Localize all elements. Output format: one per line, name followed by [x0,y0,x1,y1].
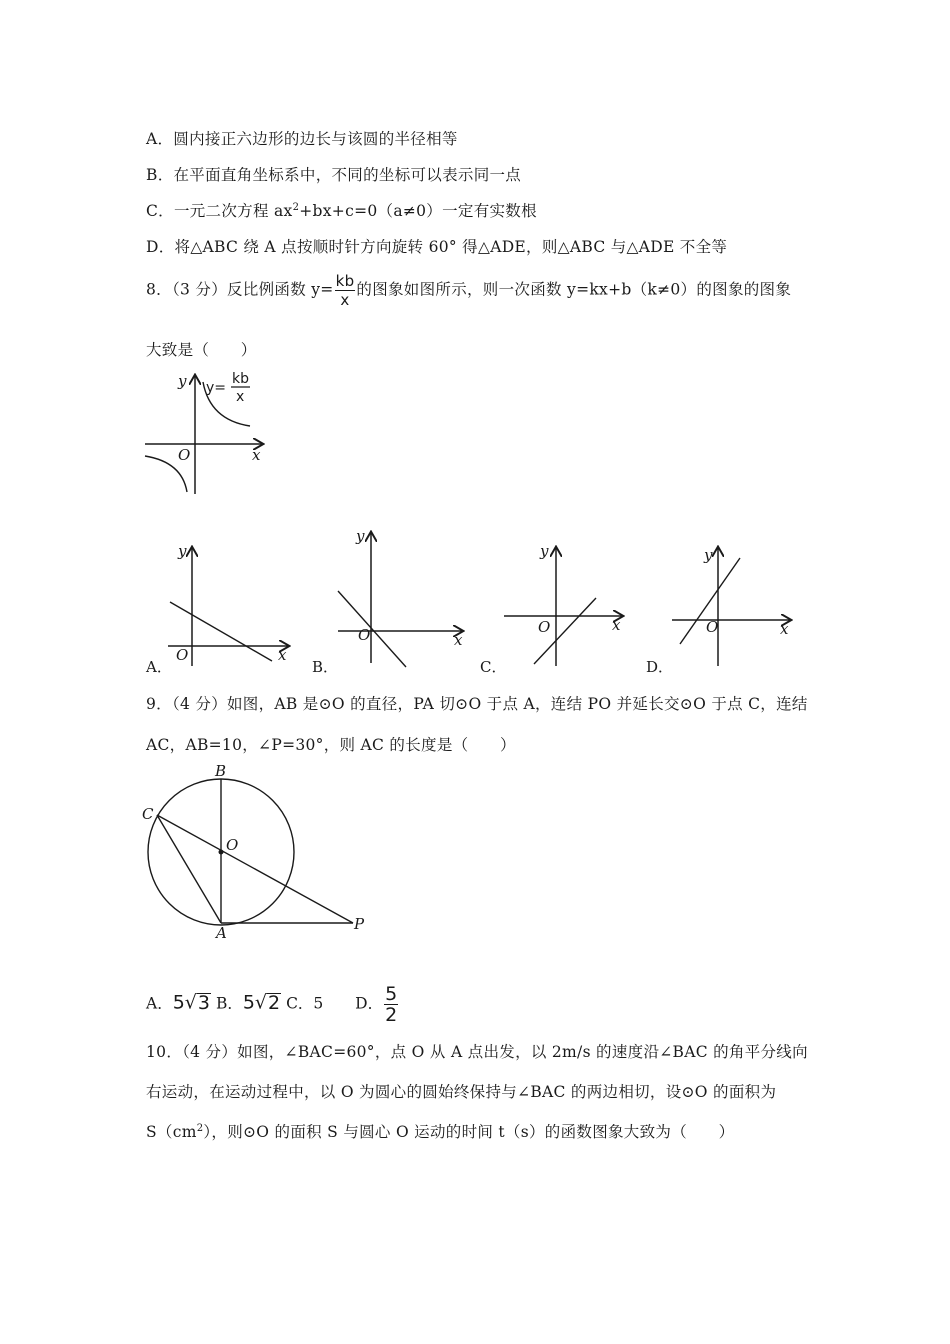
q9-ans-b-coef: 5 [242,991,255,1014]
axis-y-label: y [540,542,549,560]
hyperbola-eq-label: y= [206,380,227,396]
q9-ans-a-label: A． [146,994,173,1013]
point-p-label: P [354,915,365,933]
q9-ans-a-radicand: 3 [197,991,210,1014]
q10-line3-pre: S（cm [146,1123,197,1141]
q8-option-d-label: D． [646,658,674,676]
q10-line3-post: ），则⊙O 的面积 S 与圆心 O 运动的时间 t（s）的函数图象大致为（ ） [203,1123,735,1141]
origin-label: O [178,446,191,464]
axis-x-label: x [278,646,287,664]
q10-stem-line1: 10．（4 分）如图，∠BAC=60°，点 O 从 A 点出发，以 2m/s 的速度沿∠BAC 的角平分线向 [146,1043,808,1061]
q9-stem-line1: 9．（4 分）如图，AB 是⊙O 的直径，PA 切⊙O 于点 A，连结 PO 并延长交⊙O 于点 C，连结 [146,695,808,713]
q9-stem-line2: AC，AB=10，∠P=30°，则 AC 的长度是（ ） [146,736,516,754]
q10-line3-sup: 2 [196,1122,204,1134]
q9-ans-d-fraction [384,984,398,1025]
q8-frac-num: kb [335,272,355,290]
line-graph [338,591,406,667]
q8-option-c-label: C． [480,658,507,676]
q9-answer-options [146,984,399,1025]
q7-option-a: A．圆内接正六边形的边长与该圆的半径相等 [146,130,458,148]
axis-y-label: y [704,546,713,564]
axis-x-label: x [252,446,261,464]
q7-option-d: D．将△ABC 绕 A 点按顺时针方向旋转 60° 得△ADE，则△ABC 与△ADE 不全等 [146,238,728,256]
hyperbola-eq-den: x [236,389,245,405]
q8-hyperbola-graph [140,368,270,498]
origin-label: O [358,626,371,644]
q9-ans-d-label: D． [355,994,384,1013]
q9-ans-c: C．5 [286,994,324,1013]
axis-y-label: y [178,372,187,390]
q7-option-b: B．在平面直角坐标系中，不同的坐标可以表示同一点 [146,166,522,184]
q8-frac-den: x [340,291,350,309]
axis-x-label: x [780,620,789,638]
center-dot [219,850,224,855]
axis-x-label: x [454,631,463,649]
axis-x-label: x [612,616,621,634]
point-o-label: O [226,836,239,854]
sqrt-icon: √ [184,991,197,1014]
hyperbola-eq-num: kb [232,371,249,387]
q8-option-b-graph [330,525,475,670]
q8-stem-pre: 8．（3 分）反比例函数 y= [146,280,334,299]
q8-stem-line1 [146,272,791,309]
q9-ans-a-coef: 5 [172,991,185,1014]
point-c-label: C [142,805,154,823]
q7-option-c [146,199,537,221]
q7-option-c-pre: C．一元二次方程 ax [146,202,293,220]
point-a-label: A [216,924,227,942]
q9-circle-figure [140,760,380,940]
chord-ac [157,815,221,923]
origin-label: O [538,618,551,636]
origin-label: O [706,618,719,636]
q9-ans-b-label: B． [215,994,243,1013]
q8-option-a-graph [160,540,295,675]
q10-stem-line3 [146,1120,734,1142]
q8-fraction [335,272,356,309]
q8-option-b-label: B． [312,658,339,676]
q10-stem-line2: 右运动，在运动过程中，以 O 为圆心的圆始终保持与∠BAC 的两边相切，设⊙O 的面积为 [146,1083,777,1101]
q8-stem-line2: 大致是（ ） [146,341,257,359]
q9-ans-d-num: 5 [385,983,398,1005]
line-cp [157,815,353,923]
point-b-label: B [215,762,227,780]
q8-stem-post: 的图象如图所示，则一次函数 y=kx+b（k≠0）的图象的图象 [356,280,792,299]
q7-option-c-post: +bx+c=0（a≠0）一定有实数根 [299,202,537,220]
axis-y-label: y [178,542,187,560]
q8-option-c-graph [500,540,630,670]
axis-y-label: y [356,527,365,545]
q8-option-d-graph [668,540,798,670]
q9-ans-d-den: 2 [385,1004,398,1026]
q7-option-c-sup: 2 [292,201,300,213]
q8-option-a-label: A． [146,658,172,676]
q9-ans-b-radicand: 2 [268,991,281,1014]
origin-label: O [176,646,189,664]
sqrt-icon: √ [254,991,268,1014]
